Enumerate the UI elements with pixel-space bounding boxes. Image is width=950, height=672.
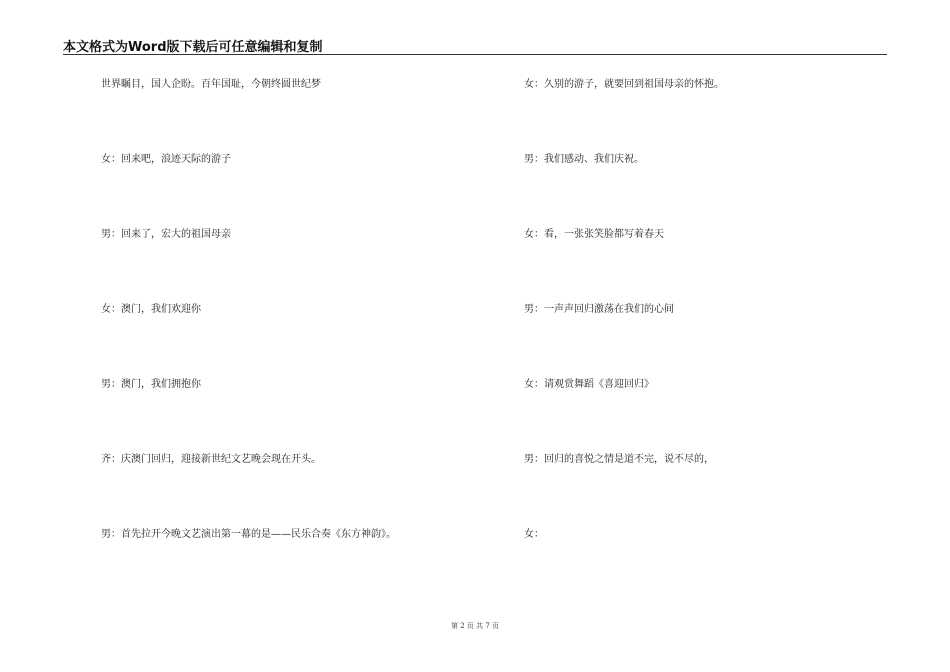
script-line: 女：澳门，我们欢迎你 [101, 304, 201, 315]
script-line: 男：回来了，宏大的祖国母亲 [101, 229, 231, 240]
script-line: 男：一声声回归激荡在我们的心间 [524, 304, 674, 315]
script-line: 女：请观赏舞蹈《喜迎回归》 [524, 379, 654, 390]
header-title: 本文格式为Word版下载后可任意编辑和复制 [63, 40, 323, 55]
script-line: 男：澳门，我们拥抱你 [101, 379, 201, 390]
script-line: 男：我们感动、我们庆祝。 [524, 154, 644, 165]
page-header [63, 36, 887, 55]
script-line: 女：看，一张张笑脸都写着春天 [524, 229, 664, 240]
page-number: 第 2 页 共 7 页 [450, 622, 500, 630]
script-line: 女： [524, 529, 544, 540]
script-line: 男：首先拉开今晚文艺演出第一幕的是——民乐合奏《东方神韵》。 [101, 529, 396, 540]
script-line: 男：回归的喜悦之情是道不完，说不尽的， [524, 454, 714, 465]
script-line: 女：回来吧，浪迹天际的游子 [101, 154, 231, 165]
script-line: 齐：庆澳门回归，迎接新世纪文艺晚会现在开头。 [101, 454, 321, 465]
script-line: 世界瞩目，国人企盼。百年国耻，今朝终圆世纪梦 [101, 79, 321, 90]
script-line: 女：久别的游子，就要回到祖国母亲的怀抱。 [524, 79, 724, 90]
